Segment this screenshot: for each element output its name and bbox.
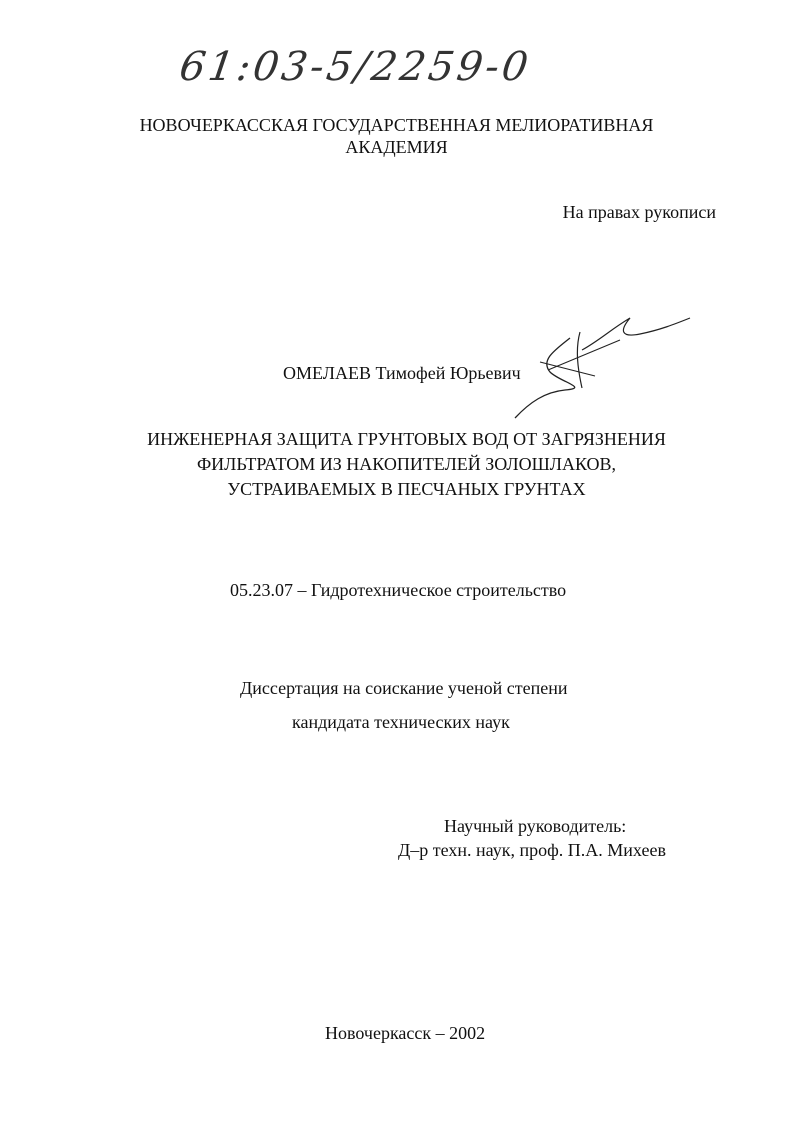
degree-line-2: кандидата технических наук — [292, 712, 510, 732]
author-name: ОМЕЛАЕВ Тимофей Юрьевич — [283, 363, 521, 383]
title-line-3: УСТРАИВАЕМЫХ В ПЕСЧАНЫХ ГРУНТАХ — [227, 479, 586, 499]
handwritten-registration-number: 61:03-5/2259-0 — [176, 44, 534, 90]
institution-line-2: АКАДЕМИЯ — [345, 137, 448, 157]
title-line-2: ФИЛЬТРАТОМ ИЗ НАКОПИТЕЛЕЙ ЗОЛОШЛАКОВ, — [196, 454, 617, 474]
manuscript-note: На правах рукописи — [562, 202, 716, 222]
supervisor-label: Научный руководитель: — [444, 816, 627, 836]
place-year: Новочеркасск – 2002 — [325, 1023, 486, 1043]
specialty: 05.23.07 – Гидротехническое строительство — [230, 580, 567, 600]
supervisor-name: Д–р техн. наук, проф. П.А. Михеев — [398, 840, 666, 860]
signature — [500, 310, 700, 430]
degree-line-1: Диссертация на соискание ученой степени — [240, 678, 568, 698]
institution-line-1: НОВОЧЕРКАССКАЯ ГОСУДАРСТВЕННАЯ МЕЛИОРАТИВНАЯ — [139, 115, 654, 135]
title-line-1: ИНЖЕНЕРНАЯ ЗАЩИТА ГРУНТОВЫХ ВОД ОТ ЗАГРЯЗНЕНИЯ — [147, 429, 666, 449]
